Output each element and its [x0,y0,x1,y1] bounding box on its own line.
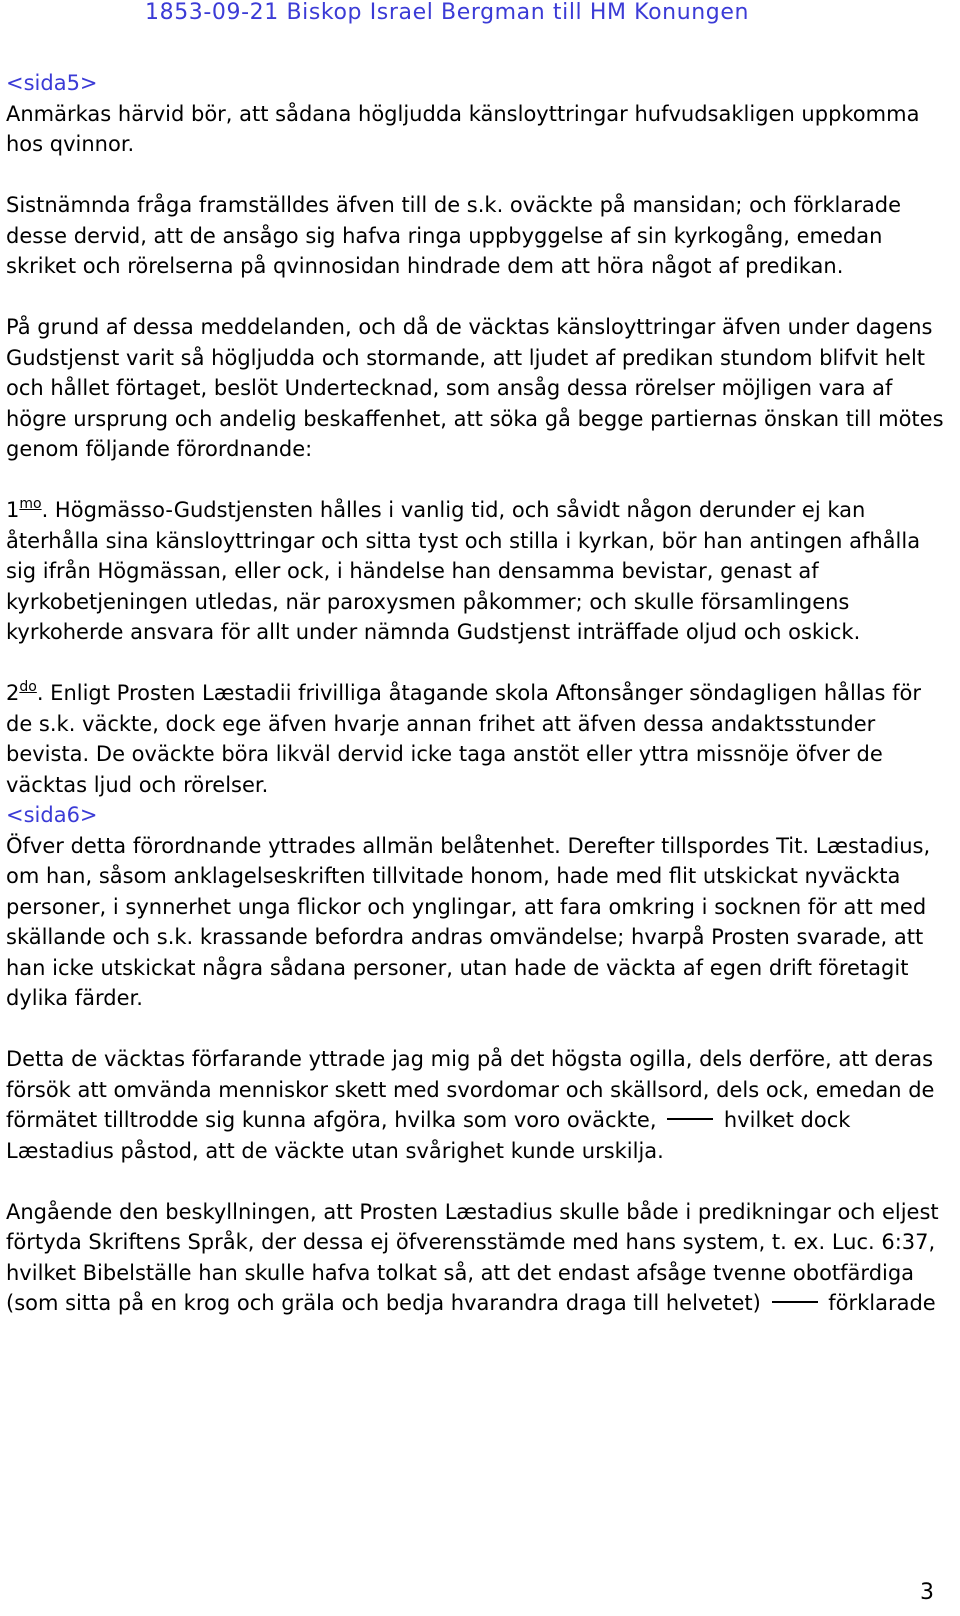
paragraph-3: På grund af dessa meddelanden, och då de väcktas känsloyttringar äfven under dagens Gudstjenst varit så högljudda och stormande, att ljudet af predikan stundom blifvit helt och hållet förtaget, beslöt Undertecknad, som ansåg dessa rörelser möjligen vara af högre ursprung och andelig beskaffenhet, att söka gå begge partiernas önskan till mötes genom följande förordnande: [6,315,944,461]
paragraph-8-part-b: förklarade [828,1291,936,1315]
paragraph-4-ordinance-1 [6,495,952,648]
paragraph-7-part-a: Detta de väcktas förfarande yttrade jag mig på det högsta ogilla, dels derföre, att deras försök att omvända menniskor skett med svordomar och skällsord, dels ock, emedan de förmätet tilltrodde sig kunna afgöra, hvilka som voro oväckte, [6,1047,935,1132]
ordinance-number: 2 [6,681,20,705]
paragraph-7 [6,1044,952,1166]
paragraph-8-part-a: Angående den beskyllningen, att Prosten Læstadius skulle både i predikningar och eljest förtyda Skriftens Språk, der dessa ej öfverensstämde med hans system, t. ex. Luc. 6:37, hvilket Bibelställe han skulle hafva tolkat så, att det endast afsåge tvenne obotfärdiga (som sitta på en krog och gräla och bedja hvarandra draga till helvetet) [6,1199,939,1315]
paragraph-1: Anmärkas härvid bör, att sådana högljudda känsloyttringar hufvudsakligen uppkomma hos qvinnor. [6,101,920,156]
paragraph-7-part-b: hvilket dock Læstadius påstod, att de väckte utan svårighet kunde urskilja. [6,1108,851,1163]
paragraph-8 [6,1197,952,1319]
ordinance-ordinal-suffix: mo [19,496,42,512]
paragraph-6: Öfver detta förordnande yttrades allmän belåtenhet. Derefter tillspordes Tit. Læstadius, om han, såsom anklagelseskriften tillvitade honom, hade med flit utskickat nyväckta personer, i synnerhet unga flickor och ynglingar, att fara omkring i socknen för att med skällande och s.k. krassande befordra andras omvändelse; hvarpå Prosten svarade, att han icke utskickat några sådana personer, utan hade de väckta af egen drift företagit dylika färder. [6,833,931,1010]
ordinance-text: . Högmässo-Gudstjensten hålles i vanlig tid, och såvidt någon derunder ej kan återhålla sina känsloyttringar och sitta tyst och stilla i kyrkan, bör han antingen afhålla sig ifrån Högmässan, eller ock, i händelse han densamma bevistar, genast af kyrkobetjeningen utledas, när paroxysmen påkommer; och skulle församlingens kyrkoherde ansvara för allt under nämnda Gudstjenst inträffade oljud och oskick. [6,498,921,644]
ordinance-ordinal-suffix: do [19,679,37,695]
paragraph-5-ordinance-2 [6,678,952,800]
paragraph-2: Sistnämnda fråga framställdes äfven till de s.k. oväckte på mansidan; och förklarade desse dervid, att de ansågo sig hafva ringa uppbyggelse af sin kyrkogång, emedan skriket och rörelserna på qvinnosidan hindrade dem att höra något af predikan. [6,193,902,278]
ordinance-number: 1 [6,498,20,522]
em-dash-rule [772,1301,818,1303]
em-dash-rule [667,1118,713,1120]
document-title: 1853-09-21 Biskop Israel Bergman till HM Konungen [145,0,750,25]
document-body [6,68,952,1319]
page-marker-5: <sida5> [6,71,98,95]
page-marker-6: <sida6> [6,803,98,827]
ordinance-text: . Enligt Prosten Læstadii frivilliga åtagande skola Aftonsånger söndagligen hållas för de s.k. väckte, dock ege äfven hvarje annan frihet att äfven dessa andaktsstunder bevista. De oväckte böra likväl dervid icke taga anstöt eller yttra missnöje öfver de väcktas ljud och rörelser. [6,681,922,797]
page-number: 3 [920,1580,934,1605]
